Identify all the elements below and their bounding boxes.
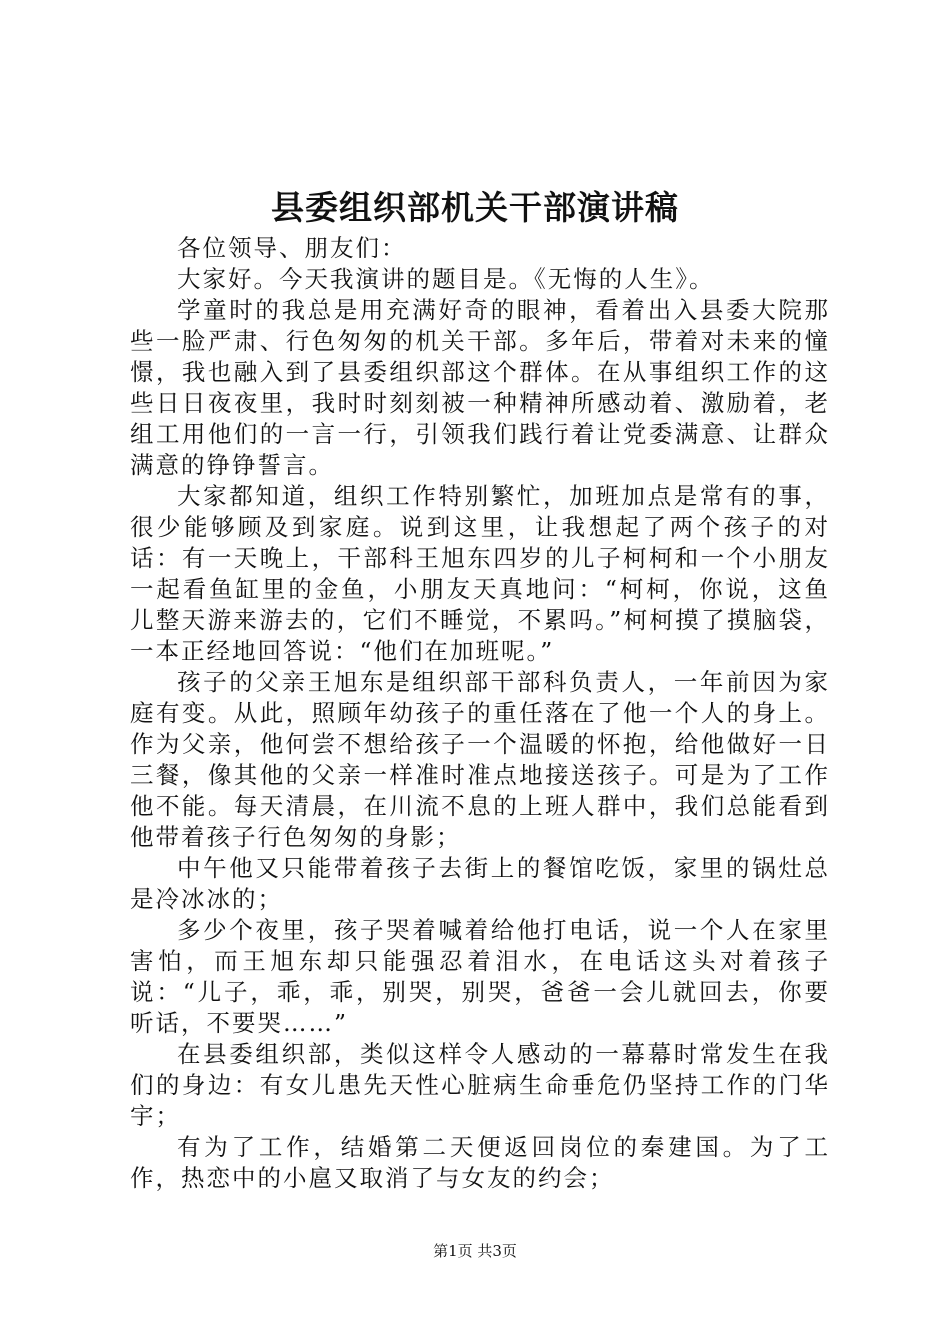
- paragraph: 多少个夜里，孩子哭着喊着给他打电话，说一个人在家里害怕，而王旭东却只能强忍着泪水，在电话这头对着孩子说：“儿子，乖，乖，别哭，别哭，爸爸一会儿就回去，你要听话，不要哭……”: [130, 916, 830, 1037]
- paragraph: 学童时的我总是用充满好奇的眼神，看着出入县委大院那些一脸严肃、行色匆匆的机关干部。多年后，带着对未来的憧憬，我也融入到了县委组织部这个群体。在从事组织工作的这些日日夜夜里，我时时刻刻被一种精神所感动着、激励着，老组工用他们的一言一行，引领我们践行着让党委满意、让群众满意的铮铮誓言。: [130, 296, 830, 479]
- paragraph: 孩子的父亲王旭东是组织部干部科负责人，一年前因为家庭有变。从此，照顾年幼孩子的重任落在了他一个人的身上。作为父亲，他何尝不想给孩子一个温暖的怀抱，给他做好一日三餐，像其他的父亲一样准时准点地接送孩子。可是为了工作他不能。每天清晨，在川流不息的上班人群中，我们总能看到他带着孩子行色匆匆的身影；: [130, 668, 830, 851]
- page-number-footer: 第1页 共3页: [433, 1242, 517, 1260]
- document-title: 县委组织部机关干部演讲稿: [271, 188, 679, 227]
- paragraph: 有为了工作，结婚第二天便返回岗位的秦建国。为了工作，热恋中的小扈又取消了与女友的约会；: [130, 1133, 830, 1192]
- paragraph: 中午他又只能带着孩子去街上的餐馆吃饭，家里的锅灶总是冷冰冰的；: [130, 854, 830, 913]
- paragraph: 大家都知道，组织工作特别繁忙，加班加点是常有的事，很少能够顾及到家庭。说到这里，让我想起了两个孩子的对话：有一天晚上，干部科王旭东四岁的儿子柯柯和一个小朋友一起看鱼缸里的金鱼，小朋友天真地问：“柯柯，你说，这鱼儿整天游来游去的，它们不睡觉，不累吗。”柯柯摸了摸脑袋，一本正经地回答说：“他们在加班呢。”: [130, 482, 830, 665]
- paragraph: 在县委组织部，类似这样令人感动的一幕幕时常发生在我们的身边：有女儿患先天性心脏病生命垂危仍坚持工作的门华宇；: [130, 1040, 830, 1130]
- paragraph-greeting: 各位领导、朋友们：: [177, 234, 407, 262]
- document-body: [130, 233, 830, 1194]
- paragraph-topic: 大家好。今天我演讲的题目是。《无悔的人生》。: [177, 265, 715, 293]
